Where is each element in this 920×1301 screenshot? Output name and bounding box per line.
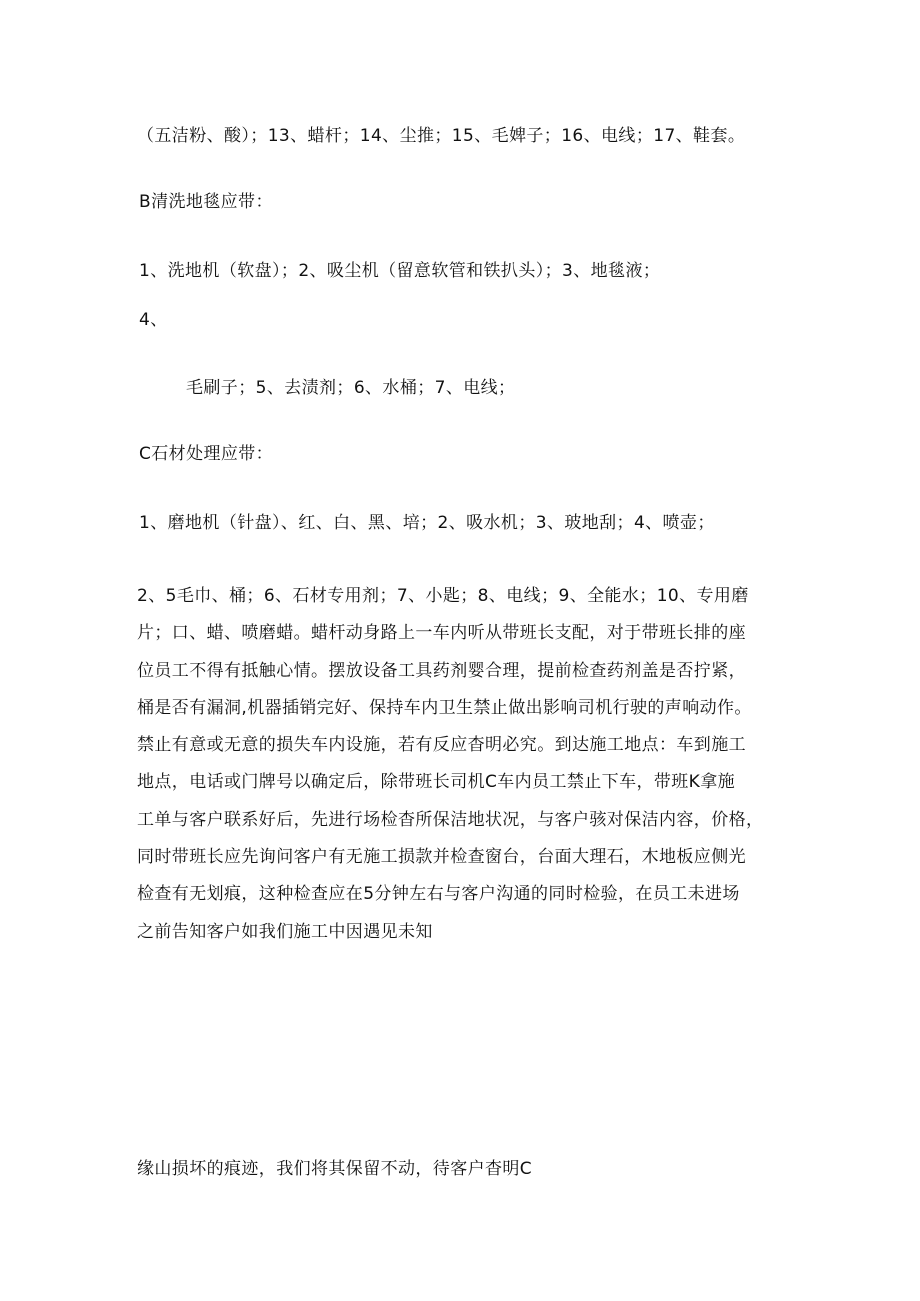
- paragraph-line: 检查有无划痕，这种检查应在5分钟左右与客户沟通的同时检验，在员工未进场: [137, 884, 740, 905]
- carpet-items-line-2: 4、: [139, 310, 168, 330]
- stone-items-line-1: 1、磨地机（针盘）、红、白、黑、培；2、吸水机；3、玻地刮；4、喷壶；: [139, 513, 715, 533]
- carpet-section-heading: B清洗地毯应带：: [139, 192, 273, 212]
- paragraph-line: 桶是否有漏洞,机器插销完好、保持车内卫生禁止做出影响司机行驶的声响动作。: [137, 697, 752, 718]
- stone-section-heading: C石材处理应带：: [139, 444, 274, 464]
- paragraph-line: 工单与客户联系好后，先进行场检杳所保洁地状况，与客户骇对保洁内容，价格，: [137, 809, 764, 830]
- paragraph-line: 地点，电话或门牌号以确定后，除带班长司机C车内员工禁止下车，带班K拿施: [137, 772, 736, 793]
- closing-line: 缘山损坏的痕迹，我们将其保留不动，待客户杳明C: [137, 1159, 533, 1179]
- cleaning-supplies-line: （五洁粉、酸）；13、蜡杆；14、尘推；15、毛婢子；16、电线；17、鞋套。: [137, 126, 746, 146]
- procedure-paragraph: [137, 578, 797, 951]
- carpet-items-line-1: 1、洗地机（软盘）；2、吸尘机（留意软管和铁扒头）；3、地毯液；: [139, 261, 661, 281]
- paragraph-line: 位员工不得有抵触心情。摆放设备工具药剂婴合理，提前检查药剂盖是否拧紧，: [137, 660, 746, 681]
- paragraph-line: 禁止有意或无意的损失车内设施，若有反应杳明必究。到达施工地点：车到施工: [137, 735, 746, 756]
- paragraph-line: 2、5毛巾、桶；6、石材专用剂；7、小匙；8、电线；9、全能水；10、专用磨: [137, 586, 749, 606]
- paragraph-line: 同时带班长应先询问客户有无施工损款并检查窗台，台面大理石，木地板应侧光: [137, 847, 746, 868]
- paragraph-line: 片；口、蜡、喷磨蜡。蜡杆动身路上一车内听从带班长支配，对于带班长排的座: [137, 623, 746, 644]
- paragraph-line: 之前告知客户如我们施工中因遇见未知: [137, 921, 433, 942]
- carpet-items-line-3: 毛刷子；5、去渍剂；6、水桶；7、电线；: [186, 378, 516, 398]
